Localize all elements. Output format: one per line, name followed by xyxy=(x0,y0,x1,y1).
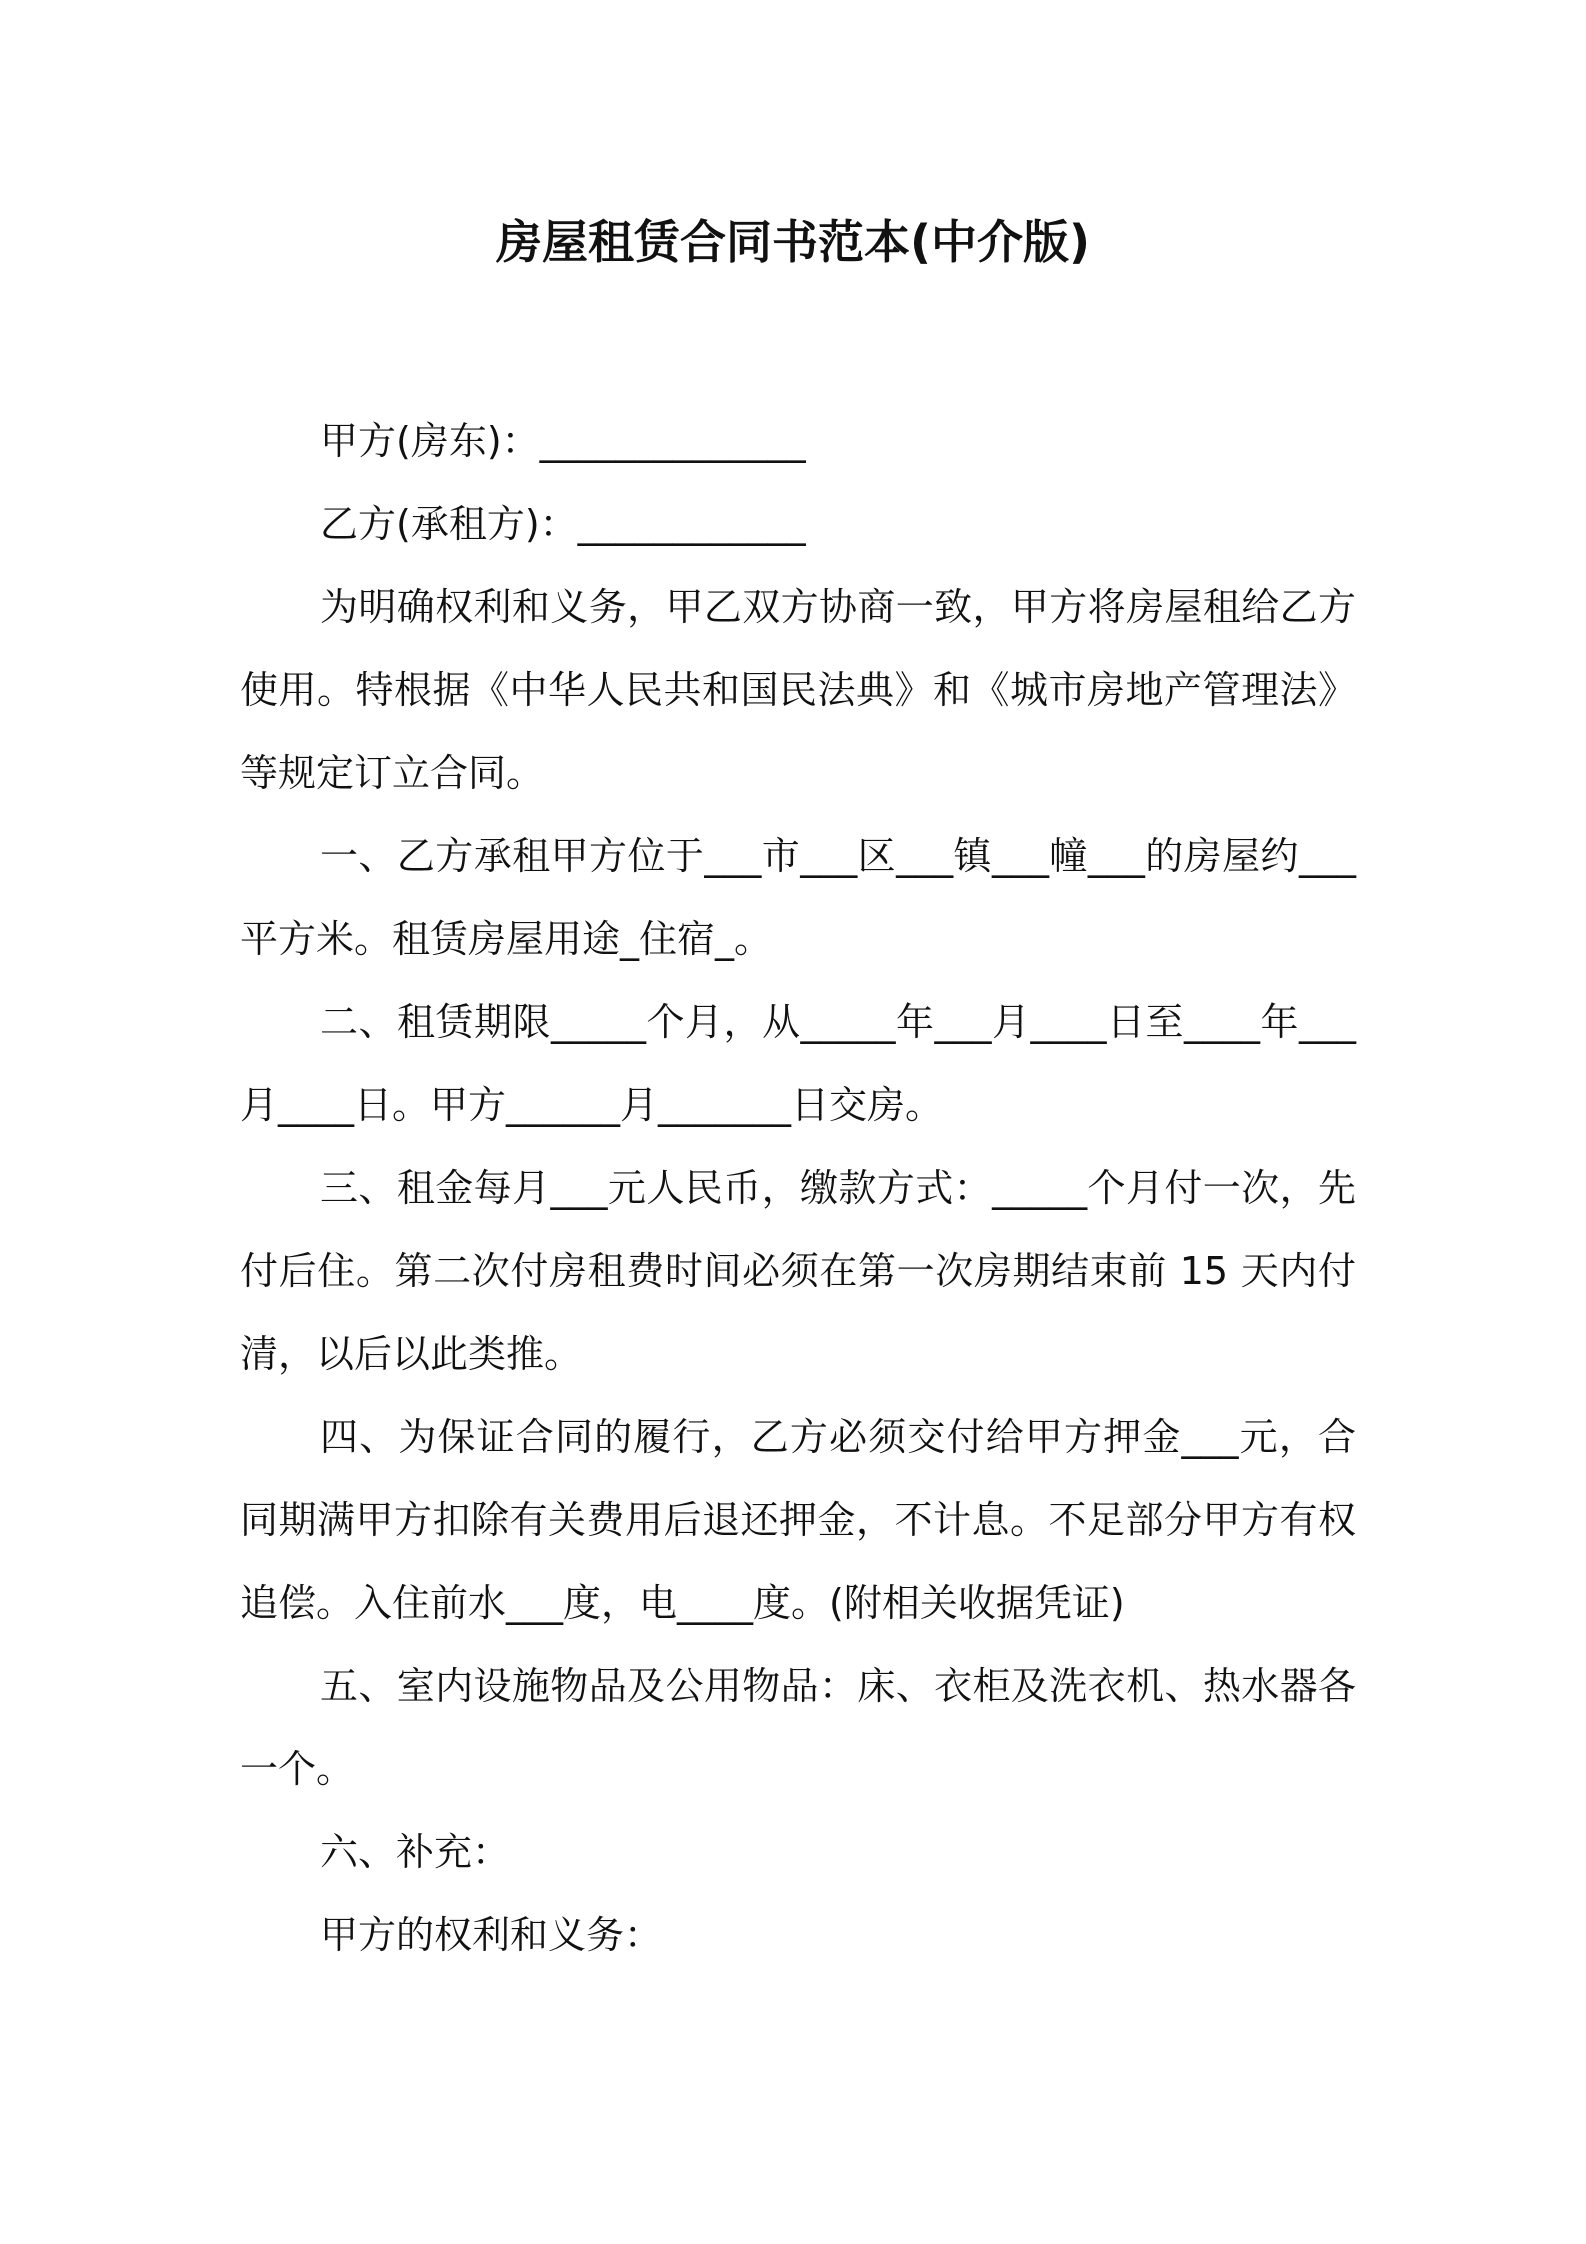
document-title: 房屋租赁合同书范本(中介版) xyxy=(495,215,1091,269)
document-body xyxy=(240,400,1356,1977)
party-a-line: 甲方(房东)：______________ xyxy=(320,419,806,463)
party-a-rights-heading: 甲方的权利和义务： xyxy=(320,1913,663,1957)
clause-2: 二、租赁期限_____个月，从_____年___月____日至____年___月____日。甲方______月_______日交房。 xyxy=(240,1000,1356,1127)
party-b-line: 乙方(承租方)：____________ xyxy=(320,502,806,546)
clause-6: 六、补充： xyxy=(320,1830,511,1874)
clause-5: 五、室内设施物品及公用物品：床、衣柜及洗衣机、热水器各一个。 xyxy=(240,1664,1356,1791)
clause-3: 三、租金每月___元人民币，缴款方式：_____个月付一次，先付后住。第二次付房租费时间必须在第一次房期结束前 15 天内付清，以后以此类推。 xyxy=(240,1166,1356,1376)
clause-1: 一、乙方承租甲方位于___市___区___镇___幢___的房屋约___平方米。租赁房屋用途_住宿_。 xyxy=(240,834,1356,961)
intro-paragraph: 为明确权利和义务，甲乙双方协商一致，甲方将房屋租给乙方使用。特根据《中华人民共和国民法典》和《城市房地产管理法》等规定订立合同。 xyxy=(240,585,1356,795)
clause-4: 四、为保证合同的履行，乙方必须交付给甲方押金___元，合同期满甲方扣除有关费用后退还押金，不计息。不足部分甲方有权追偿。入住前水___度，电____度。(附相关收据凭证) xyxy=(240,1415,1356,1625)
